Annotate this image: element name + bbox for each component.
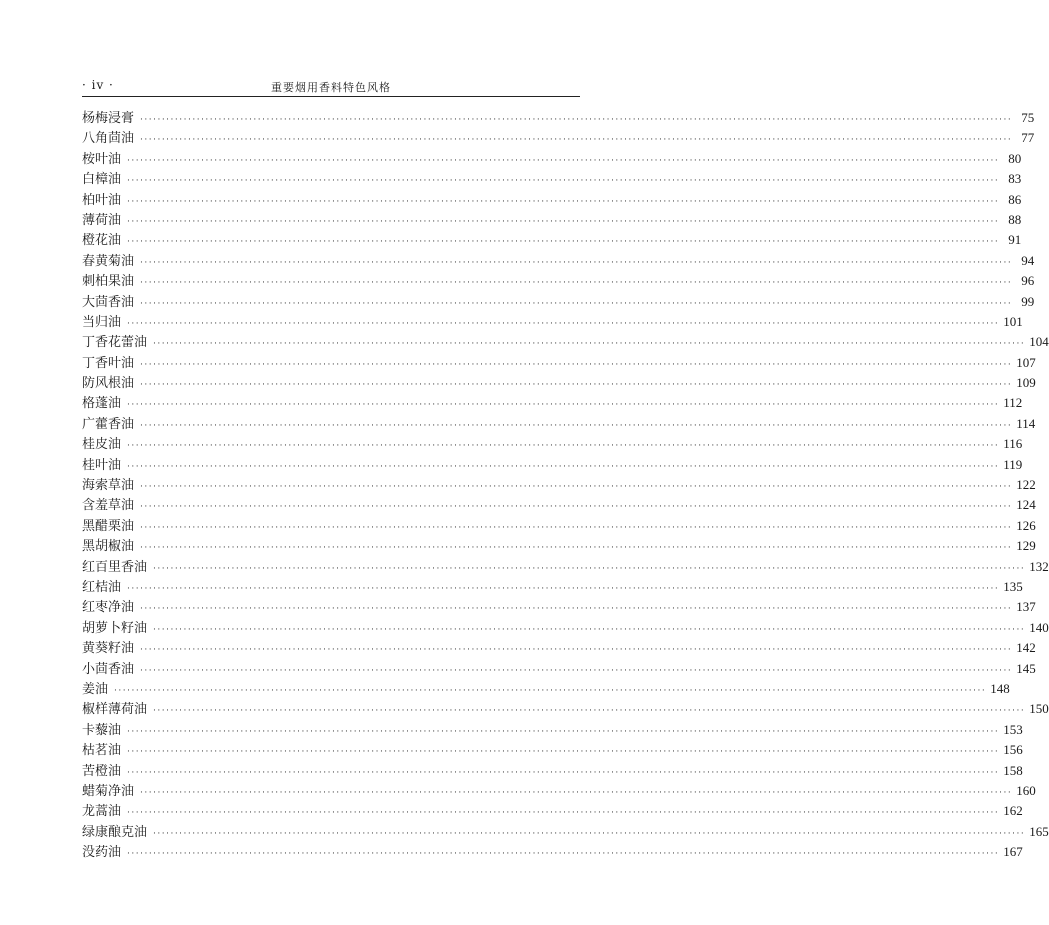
entry-title: 薄荷油: [82, 212, 122, 228]
entry-page-number: 148: [990, 680, 1010, 696]
entry-title: 小茴香油: [82, 661, 135, 677]
entry-page-number: 135: [1003, 578, 1023, 594]
dot-leader: ········································································································································································································: [127, 216, 1000, 227]
toc-entry[interactable]: [82, 781, 1036, 801]
entry-title: 含羞草油: [82, 498, 135, 514]
entry-page-number: 122: [1016, 477, 1036, 493]
toc-entry[interactable]: [82, 659, 1036, 679]
entry-page-number: 112: [1003, 395, 1023, 411]
toc-entry[interactable]: [82, 169, 1022, 189]
dot-leader: ········································································································································································································: [140, 482, 1013, 493]
entry-title: 防风根油: [82, 376, 135, 392]
dot-leader: ········································································································································································································: [140, 420, 1013, 431]
toc-entry[interactable]: [82, 475, 1036, 495]
entry-page-number: 153: [1003, 721, 1023, 737]
dot-leader: ········································································································································································································: [153, 563, 1026, 574]
entry-title: 柏叶油: [82, 192, 122, 208]
entry-title: 桂皮油: [82, 437, 122, 453]
dot-leader: ········································································································································································································: [153, 624, 1026, 635]
dot-leader: ········································································································································································································: [127, 237, 1000, 248]
entry-page-number: 142: [1016, 640, 1036, 656]
entry-page-number: 145: [1016, 660, 1036, 676]
toc-entry[interactable]: [82, 577, 1023, 597]
entry-title: 丁香花蕾油: [82, 335, 148, 351]
entry-title: 龙蒿油: [82, 804, 122, 820]
entry-title: 春黄菊油: [82, 253, 135, 269]
dot-leader: ········································································································································································································: [114, 685, 987, 696]
entry-title: 枯茗油: [82, 743, 122, 759]
entry-title: 八角茴油: [82, 131, 135, 147]
dot-leader: ········································································································································································································: [127, 461, 1000, 472]
toc-entry[interactable]: [82, 699, 1049, 719]
entry-page-number: 94: [1021, 252, 1035, 268]
toc-entry[interactable]: [82, 801, 1023, 821]
toc-entry[interactable]: [82, 292, 1035, 312]
entry-title: 当归油: [82, 314, 122, 330]
entry-page-number: 160: [1016, 782, 1036, 798]
entry-title: 胡萝卜籽油: [82, 620, 148, 636]
toc-entry[interactable]: [82, 149, 1022, 169]
toc-entry[interactable]: [82, 210, 1022, 230]
entry-page-number: 132: [1029, 558, 1049, 574]
dot-leader: ········································································································································································································: [140, 502, 1013, 513]
entry-title: 格蓬油: [82, 396, 122, 412]
entry-title: 杨梅浸膏: [82, 111, 135, 126]
toc-entry[interactable]: [82, 108, 1035, 128]
entry-title: 桉叶油: [82, 151, 122, 167]
entry-title: 红百里香油: [82, 559, 148, 575]
table-of-contents: [82, 108, 1049, 862]
dot-leader: ········································································································································································································: [140, 645, 1013, 656]
dot-leader: ········································································································································································································: [140, 298, 1013, 309]
entry-title: 橙花油: [82, 233, 122, 249]
toc-entry[interactable]: [82, 536, 1036, 556]
entry-page-number: 80: [1008, 150, 1022, 166]
dot-leader: ········································································································································································································: [127, 583, 1000, 594]
entry-title: 椒样薄荷油: [82, 702, 148, 718]
dot-leader: ········································································································································································································: [140, 257, 1013, 268]
toc-entry[interactable]: [82, 332, 1049, 352]
toc-entry[interactable]: [82, 822, 1049, 842]
entry-page-number: 101: [1003, 313, 1023, 329]
toc-entry[interactable]: [82, 455, 1023, 475]
toc-entry[interactable]: [82, 312, 1023, 332]
dot-leader: ········································································································································································································: [127, 441, 1000, 452]
dot-leader: ········································································································································································································: [127, 849, 1000, 860]
entry-title: 黑醋栗油: [82, 518, 135, 534]
toc-entry[interactable]: [82, 414, 1036, 434]
toc-entry[interactable]: [82, 597, 1036, 617]
dot-leader: ········································································································································································································: [153, 339, 1026, 350]
dot-leader: ········································································································································································································: [140, 278, 1013, 289]
toc-entry[interactable]: [82, 353, 1036, 373]
entry-title: 卡藜油: [82, 722, 122, 738]
dot-leader: ········································································································································································································: [140, 522, 1013, 533]
entry-title: 苦橙油: [82, 763, 122, 779]
dot-leader: ········································································································································································································: [127, 747, 1000, 758]
toc-entry[interactable]: [82, 720, 1023, 740]
toc-entry[interactable]: [82, 495, 1036, 515]
dot-leader: ········································································································································································································: [127, 808, 1000, 819]
book-title: 重要烟用香料特色风格: [271, 81, 391, 94]
dot-leader: ········································································································································································································: [153, 706, 1026, 717]
dot-leader: ········································································································································································································: [127, 196, 1000, 207]
dot-leader: ········································································································································································································: [127, 767, 1000, 778]
entry-page-number: 96: [1021, 273, 1035, 289]
dot-leader: ········································································································································································································: [127, 318, 1000, 329]
entry-page-number: 75: [1021, 110, 1035, 125]
entry-page-number: 88: [1008, 211, 1022, 227]
dot-leader: ········································································································································································································: [140, 604, 1013, 615]
entry-page-number: 109: [1016, 375, 1036, 391]
entry-page-number: 91: [1008, 232, 1022, 248]
dot-leader: ········································································································································································································: [140, 135, 1013, 146]
toc-entry[interactable]: [82, 393, 1023, 413]
toc-entry[interactable]: [82, 638, 1036, 658]
page-number: · iv ·: [82, 78, 114, 92]
entry-page-number: 158: [1003, 762, 1023, 778]
entry-page-number: 150: [1029, 701, 1049, 717]
entry-page-number: 165: [1029, 823, 1049, 839]
entry-title: 姜油: [82, 681, 109, 697]
toc-entry[interactable]: [82, 434, 1023, 454]
entry-page-number: 114: [1016, 415, 1036, 431]
entry-title: 刺柏果油: [82, 274, 135, 290]
entry-page-number: 119: [1003, 456, 1023, 472]
toc-entry[interactable]: [82, 271, 1035, 291]
entry-title: 红枣净油: [82, 600, 135, 616]
entry-page-number: 86: [1008, 191, 1022, 207]
running-header: [82, 78, 580, 97]
entry-title: 黄葵籽油: [82, 641, 135, 657]
entry-page-number: 126: [1016, 517, 1036, 533]
dot-leader: ········································································································································································································: [140, 359, 1013, 370]
entry-page-number: 116: [1003, 436, 1023, 452]
toc-entry[interactable]: [82, 740, 1023, 760]
dot-leader: ········································································································································································································: [127, 726, 1000, 737]
entry-title: 丁香叶油: [82, 355, 135, 371]
toc-entry[interactable]: [82, 761, 1023, 781]
toc-entry[interactable]: [82, 679, 1010, 699]
toc-entry[interactable]: [82, 190, 1022, 210]
entry-page-number: 104: [1029, 334, 1049, 350]
entry-page-number: 140: [1029, 619, 1049, 635]
toc-entry[interactable]: [82, 557, 1049, 577]
entry-title: 绿康酿克油: [82, 824, 148, 840]
entry-title: 没药油: [82, 845, 122, 861]
entry-title: 白樟油: [82, 172, 122, 188]
entry-page-number: 124: [1016, 497, 1036, 513]
dot-leader: ········································································································································································································: [140, 380, 1013, 391]
entry-title: 海索草油: [82, 478, 135, 494]
dot-leader: ········································································································································································································: [140, 665, 1013, 676]
entry-page-number: 167: [1003, 844, 1023, 860]
toc-entry[interactable]: [82, 128, 1035, 148]
entry-page-number: 129: [1016, 538, 1036, 554]
entry-title: 大茴香油: [82, 294, 135, 310]
dot-leader: ········································································································································································································: [140, 787, 1013, 798]
entry-page-number: 156: [1003, 742, 1023, 758]
dot-leader: ········································································································································································································: [140, 115, 1013, 125]
toc-entry[interactable]: [82, 516, 1036, 536]
dot-leader: ········································································································································································································: [127, 400, 1000, 411]
entry-title: 桂叶油: [82, 457, 122, 473]
toc-entry[interactable]: [82, 842, 1023, 862]
toc-entry[interactable]: [82, 251, 1035, 271]
entry-page-number: 137: [1016, 599, 1036, 615]
entry-title: 黑胡椒油: [82, 539, 135, 555]
dot-leader: ········································································································································································································: [140, 543, 1013, 554]
entry-page-number: 77: [1021, 130, 1035, 146]
entry-title: 蜡菊净油: [82, 783, 135, 799]
entry-page-number: 99: [1021, 293, 1035, 309]
dot-leader: ········································································································································································································: [153, 828, 1026, 839]
dot-leader: ········································································································································································································: [127, 176, 1000, 187]
toc-entry[interactable]: [82, 373, 1036, 393]
toc-entry[interactable]: [82, 618, 1049, 638]
toc-entry[interactable]: [82, 230, 1022, 250]
entry-page-number: 83: [1008, 171, 1022, 187]
entry-title: 红桔油: [82, 579, 122, 595]
entry-page-number: 162: [1003, 803, 1023, 819]
dot-leader: ········································································································································································································: [127, 155, 1000, 166]
entry-page-number: 107: [1016, 354, 1036, 370]
entry-title: 广藿香油: [82, 416, 135, 432]
